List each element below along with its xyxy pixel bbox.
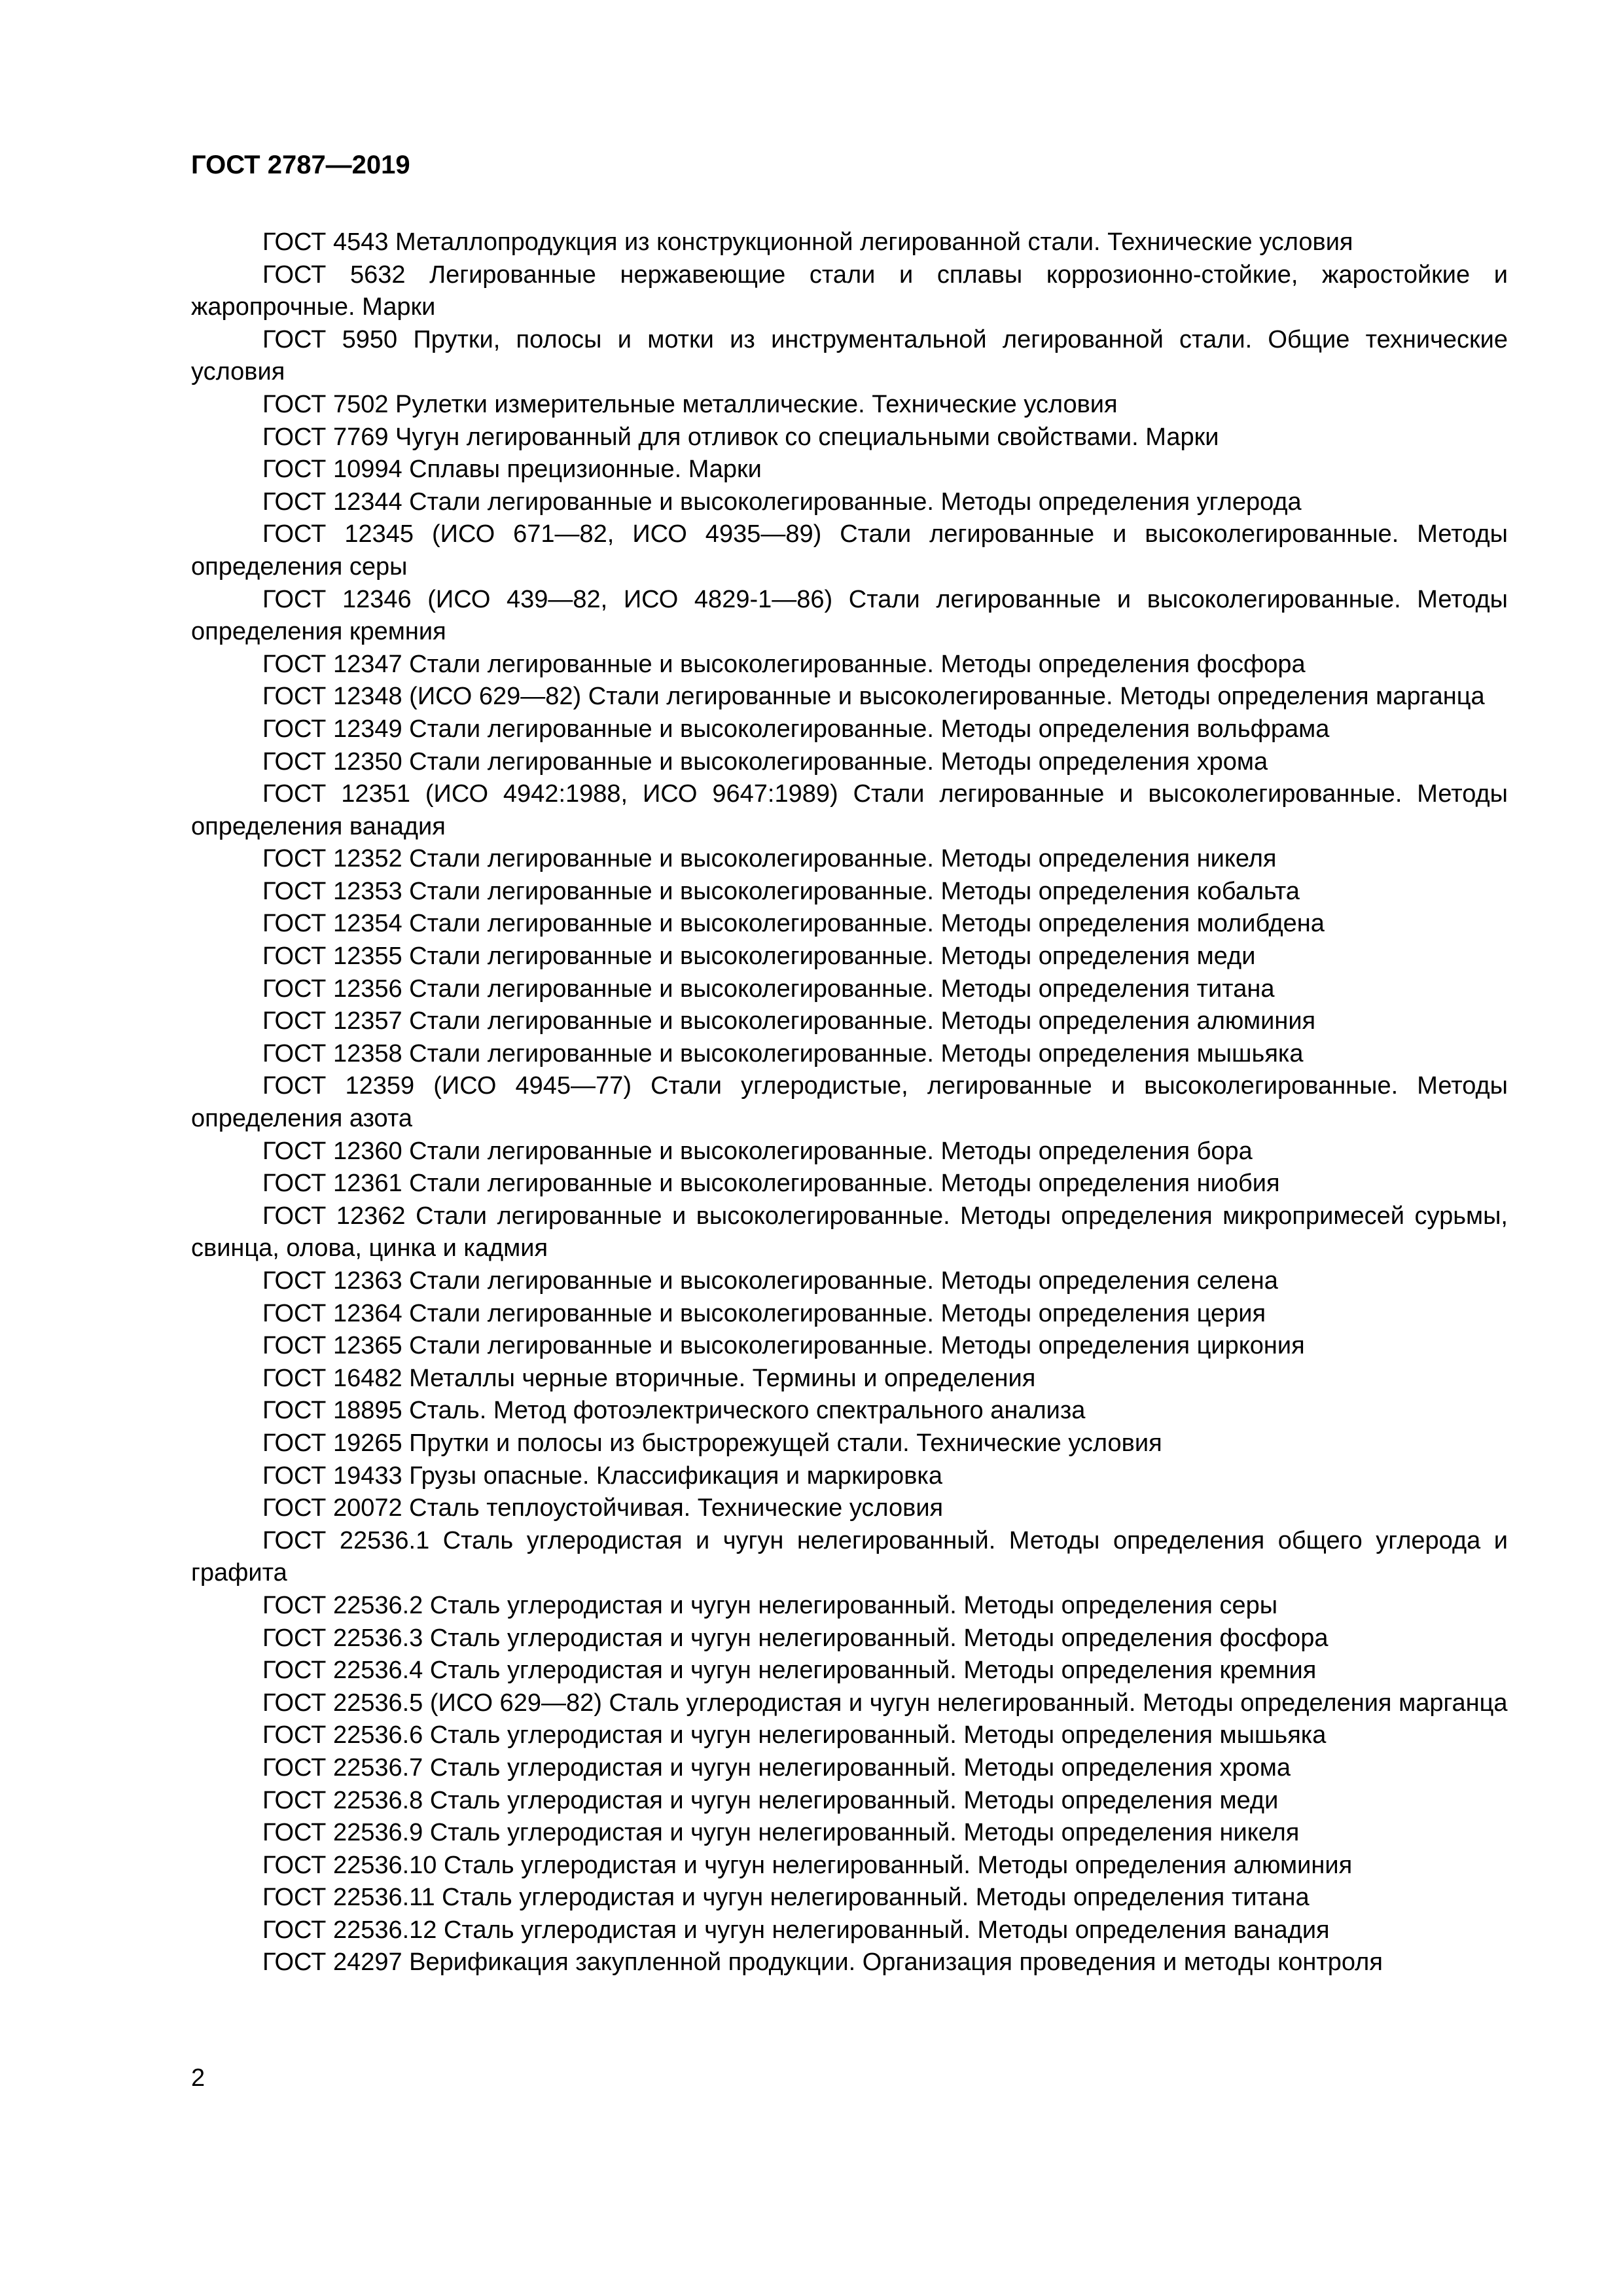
reference-item: ГОСТ 22536.10 Сталь углеродистая и чугун нелегированный. Методы определения алюминия: [262, 1851, 1353, 1879]
reference-item: ГОСТ 22536.5 (ИСО 629—82) Сталь углеродистая и чугун нелегированный. Методы определения марганца: [262, 1689, 1508, 1717]
reference-item: ГОСТ 20072 Сталь теплоустойчивая. Технические условия: [262, 1494, 944, 1522]
reference-item: ГОСТ 18895 Сталь. Метод фотоэлектрического спектрального анализа: [262, 1397, 1086, 1425]
reference-item: ГОСТ 12347 Стали легированные и высоколегированные. Методы определения фосфора: [262, 650, 1306, 678]
reference-item: ГОСТ 4543 Металлопродукция из конструкционной легированной стали. Технические условия: [262, 228, 1353, 256]
reference-item: ГОСТ 5632 Легированные нержавеющие стали и сплавы коррозионно-стойкие, жаростойкие и жаропрочные. Марки: [191, 260, 1508, 321]
reference-item: ГОСТ 22536.7 Сталь углеродистая и чугун нелегированный. Методы определения хрома: [262, 1753, 1291, 1782]
reference-item: ГОСТ 12363 Стали легированные и высоколегированные. Методы определения селена: [262, 1267, 1278, 1295]
reference-item: ГОСТ 22536.4 Сталь углеродистая и чугун нелегированный. Методы определения кремния: [262, 1657, 1317, 1685]
reference-item: ГОСТ 12354 Стали легированные и высоколегированные. Методы определения молибдена: [262, 910, 1325, 938]
reference-item: ГОСТ 22536.1 Сталь углеродистая и чугун нелегированный. Методы определения общего углерода и графита: [191, 1526, 1508, 1587]
page-number: 2: [191, 2064, 205, 2092]
reference-item: ГОСТ 12358 Стали легированные и высоколегированные. Методы определения мышьяка: [262, 1039, 1304, 1067]
reference-item: ГОСТ 12344 Стали легированные и высоколегированные. Методы определения углерода: [262, 488, 1302, 516]
reference-item: ГОСТ 7769 Чугун легированный для отливок со специальными свойствами. Марки: [262, 423, 1219, 451]
reference-item: ГОСТ 12345 (ИСО 671—82, ИСО 4935—89) Стали легированные и высоколегированные. Методы определения серы: [191, 520, 1508, 581]
reference-item: ГОСТ 12348 (ИСО 629—82) Стали легированные и высоколегированные. Методы определения марганца: [262, 683, 1485, 711]
reference-item: ГОСТ 22536.8 Сталь углеродистая и чугун нелегированный. Методы определения меди: [262, 1786, 1279, 1814]
reference-item: ГОСТ 12359 (ИСО 4945—77) Стали углеродистые, легированные и высоколегированные. Методы определения азота: [191, 1072, 1508, 1133]
reference-item: ГОСТ 12362 Стали легированные и высоколегированные. Методы определения микропримесей сурьмы, свинца, олова, цинка и кадмия: [191, 1202, 1508, 1263]
reference-item: ГОСТ 12365 Стали легированные и высоколегированные. Методы определения циркония: [262, 1332, 1305, 1360]
reference-item: ГОСТ 22536.6 Сталь углеродистая и чугун нелегированный. Методы определения мышьяка: [262, 1721, 1327, 1749]
reference-item: ГОСТ 12355 Стали легированные и высоколегированные. Методы определения меди: [262, 942, 1256, 971]
page-header-title: ГОСТ 2787—2019: [191, 151, 410, 179]
normative-references-list: [191, 226, 1508, 1979]
reference-item: ГОСТ 22536.12 Сталь углеродистая и чугун нелегированный. Методы определения ванадия: [262, 1916, 1330, 1944]
reference-item: ГОСТ 12350 Стали легированные и высоколегированные. Методы определения хрома: [262, 747, 1268, 776]
reference-item: ГОСТ 19265 Прутки и полосы из быстрорежущей стали. Технические условия: [262, 1429, 1162, 1457]
reference-item: ГОСТ 12356 Стали легированные и высоколегированные. Методы определения титана: [262, 975, 1275, 1003]
reference-item: ГОСТ 12351 (ИСО 4942:1988, ИСО 9647:1989) Стали легированные и высоколегированные. Методы определения ванадия: [191, 780, 1508, 840]
reference-item: ГОСТ 12352 Стали легированные и высоколегированные. Методы определения никеля: [262, 845, 1277, 873]
reference-item: ГОСТ 12346 (ИСО 439—82, ИСО 4829-1—86) Стали легированные и высоколегированные. Методы определения кремния: [191, 585, 1508, 646]
reference-item: ГОСТ 22536.3 Сталь углеродистая и чугун нелегированный. Методы определения фосфора: [262, 1624, 1329, 1652]
reference-item: ГОСТ 12360 Стали легированные и высоколегированные. Методы определения бора: [262, 1137, 1253, 1165]
reference-item: ГОСТ 7502 Рулетки измерительные металлические. Технические условия: [262, 390, 1118, 418]
reference-item: ГОСТ 12349 Стали легированные и высоколегированные. Методы определения вольфрама: [262, 715, 1330, 743]
reference-item: ГОСТ 5950 Прутки, полосы и мотки из инструментальной легированной стали. Общие технические условия: [191, 325, 1508, 386]
reference-item: ГОСТ 24297 Верификация закупленной продукции. Организация проведения и методы контроля: [262, 1948, 1383, 1977]
reference-item: ГОСТ 16482 Металлы черные вторичные. Термины и определения: [262, 1364, 1036, 1392]
reference-item: ГОСТ 12353 Стали легированные и высоколегированные. Методы определения кобальта: [262, 877, 1300, 905]
reference-item: ГОСТ 12364 Стали легированные и высоколегированные. Методы определения церия: [262, 1299, 1266, 1327]
reference-item: ГОСТ 22536.9 Сталь углеродистая и чугун нелегированный. Методы определения никеля: [262, 1819, 1300, 1847]
reference-item: ГОСТ 12361 Стали легированные и высоколегированные. Методы определения ниобия: [262, 1170, 1280, 1198]
reference-item: ГОСТ 12357 Стали легированные и высоколегированные. Методы определения алюминия: [262, 1007, 1316, 1035]
reference-item: ГОСТ 22536.11 Сталь углеродистая и чугун нелегированный. Методы определения титана: [262, 1884, 1310, 1912]
reference-item: ГОСТ 22536.2 Сталь углеродистая и чугун нелегированный. Методы определения серы: [262, 1591, 1278, 1619]
reference-item: ГОСТ 19433 Грузы опасные. Классификация и маркировка: [262, 1462, 942, 1490]
reference-item: ГОСТ 10994 Сплавы прецизионные. Марки: [262, 456, 762, 484]
